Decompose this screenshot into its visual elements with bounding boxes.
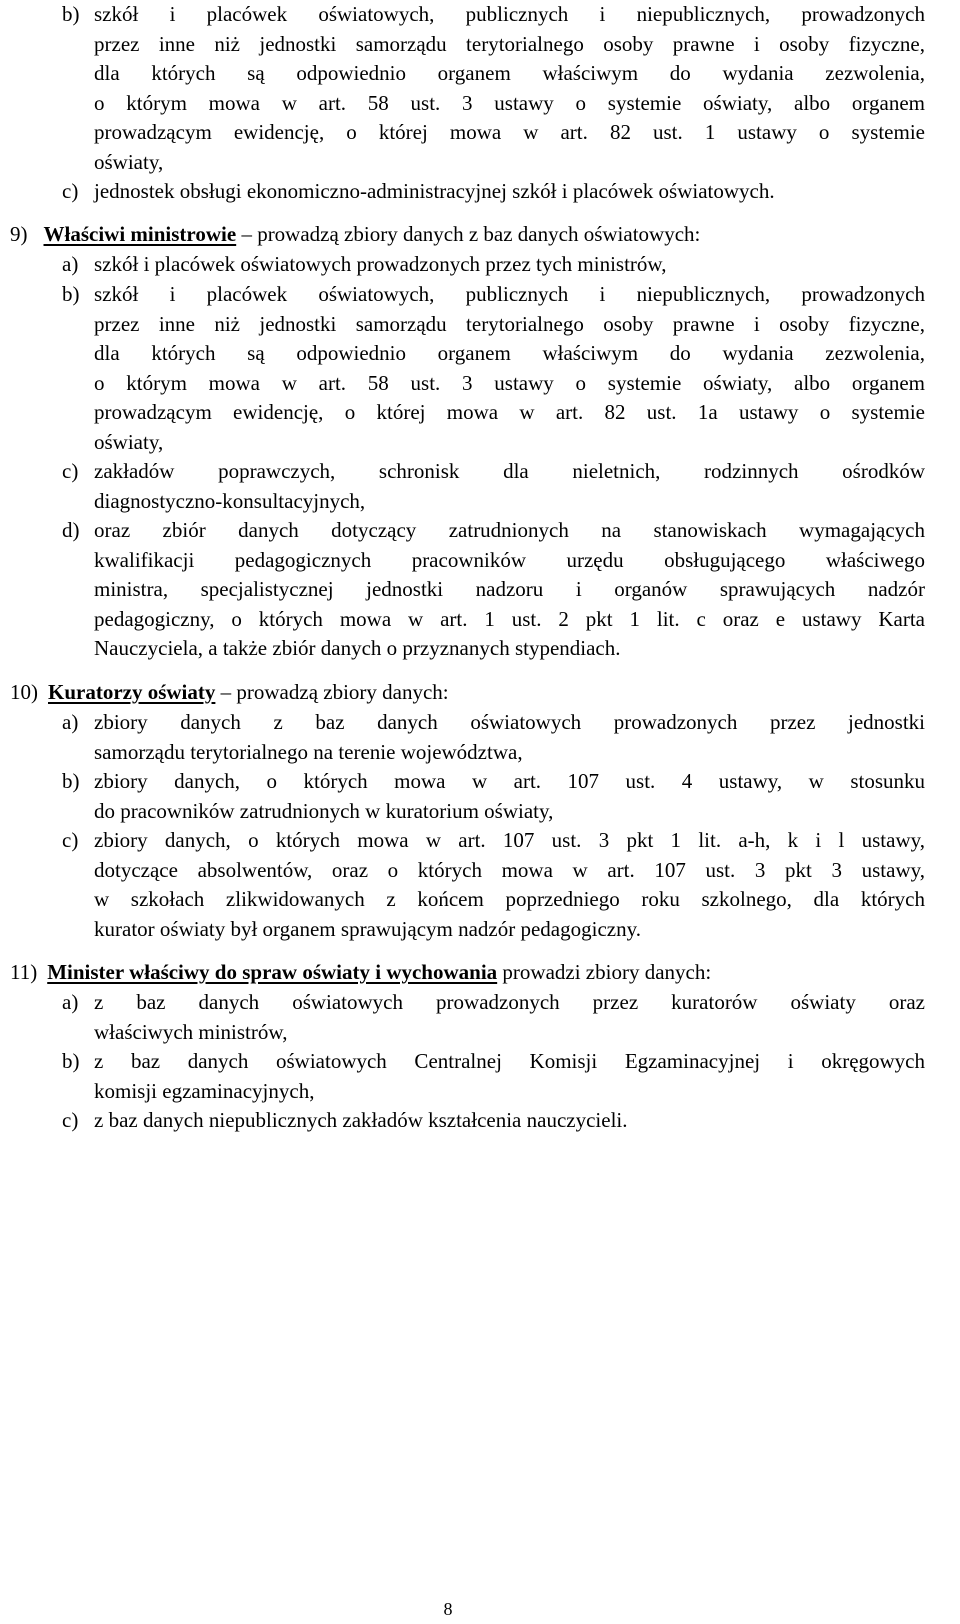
text-line: szkół i placówek oświatowych, publicznych i niepublicznych, prowadzonych bbox=[94, 282, 925, 306]
text-line: dla których są odpowiednio organem właściwym do wydania zezwolenia, bbox=[94, 341, 925, 365]
text-line: diagnostyczno-konsultacyjnych, bbox=[94, 488, 366, 513]
section-title: Minister właściwy do spraw oświaty i wychowania bbox=[47, 960, 498, 984]
text-line: dla których są odpowiednio organem właściwym do wydania zezwolenia, bbox=[94, 61, 925, 85]
item-label: b) bbox=[62, 769, 80, 793]
section-title: Kuratorzy oświaty bbox=[48, 680, 216, 704]
text-line: szkół i placówek oświatowych, publicznych i niepublicznych, prowadzonych bbox=[94, 2, 925, 26]
item-label: c) bbox=[62, 1108, 79, 1132]
text-line: Nauczyciela, a także zbiór danych o przyznanych stypendiach. bbox=[94, 636, 621, 660]
text-line: pedagogiczny, o których mowa w art. 1 ust. 2 pkt 1 lit. c oraz e ustawy Karta bbox=[94, 606, 925, 631]
item-label: c) bbox=[62, 179, 79, 203]
text-line: kurator oświaty był organem sprawującym nadzór pedagogiczny. bbox=[94, 916, 641, 941]
section-intro: – prowadzą zbiory danych z baz danych oświatowych: bbox=[236, 222, 701, 246]
text-line: jednostek obsługi ekonomiczno-administracyjnej szkół i placówek oświatowych. bbox=[94, 179, 775, 203]
text-line: przez inne niż jednostki samorządu terytorialnego osoby prawne i osoby fizyczne, bbox=[94, 31, 925, 56]
text-line: kwalifikacji pedagogicznych pracowników urzędu obsługującego właściwego bbox=[94, 547, 925, 572]
text-line: właściwych ministrów, bbox=[94, 1019, 288, 1044]
item-label: c) bbox=[62, 459, 79, 483]
section-number: 9) bbox=[10, 222, 28, 246]
section-number: 10) bbox=[10, 680, 38, 704]
text-line: zbiory danych z baz danych oświatowych prowadzonych przez jednostki bbox=[94, 710, 925, 734]
section-intro: prowadzi zbiory danych: bbox=[497, 960, 712, 984]
section-title: Właściwi ministrowie bbox=[43, 222, 237, 246]
text-line: zakładów poprawczych, schronisk dla nieletnich, rodzinnych ośrodków bbox=[94, 459, 925, 483]
section-9-heading bbox=[10, 220, 700, 250]
text-line: prowadzącym ewidencję, o której mowa w art. 82 ust. 1a ustawy o systemie bbox=[94, 400, 925, 424]
item-label: d) bbox=[62, 518, 80, 542]
text-line: komisji egzaminacyjnych, bbox=[94, 1078, 315, 1103]
text-line: zbiory danych, o których mowa w art. 107 ust. 3 pkt 1 lit. a-h, k i l ustawy, bbox=[94, 828, 925, 852]
item-label: a) bbox=[62, 252, 79, 276]
page-number: 8 bbox=[443, 1599, 453, 1619]
item-label: a) bbox=[62, 710, 79, 734]
text-line: z baz danych niepublicznych zakładów kształcenia nauczycieli. bbox=[94, 1108, 628, 1132]
section-intro: – prowadzą zbiory danych: bbox=[215, 680, 449, 704]
text-line: z baz danych oświatowych prowadzonych przez kuratorów oświaty oraz bbox=[94, 990, 925, 1014]
text-line: oświaty, bbox=[94, 429, 164, 454]
text-line: oraz zbiór danych dotyczący zatrudnionych na stanowiskach wymagających bbox=[94, 518, 925, 542]
text-line: oświaty, bbox=[94, 149, 164, 174]
text-line: dotyczące absolwentów, oraz o których mowa w art. 107 ust. 3 pkt 3 ustawy, bbox=[94, 857, 925, 882]
item-label: b) bbox=[62, 2, 80, 26]
section-number: 11) bbox=[10, 960, 38, 984]
text-line: do pracowników zatrudnionych w kuratorium oświaty, bbox=[94, 798, 554, 823]
item-label: a) bbox=[62, 990, 79, 1014]
text-line: o którym mowa w art. 58 ust. 3 ustawy o systemie oświaty, albo organem bbox=[94, 370, 925, 395]
text-line: szkół i placówek oświatowych prowadzonych przez tych ministrów, bbox=[94, 252, 667, 276]
item-label: c) bbox=[62, 828, 79, 852]
section-11-heading bbox=[10, 958, 711, 988]
text-line: zbiory danych, o których mowa w art. 107 ust. 4 ustawy, w stosunku bbox=[94, 769, 925, 793]
item-label: b) bbox=[62, 1049, 80, 1073]
text-line: ministra, specjalistycznej jednostki nadzoru i organów sprawujących nadzór bbox=[94, 577, 925, 601]
text-line: o którym mowa w art. 58 ust. 3 ustawy o systemie oświaty, albo organem bbox=[94, 90, 925, 115]
text-line: z baz danych oświatowych Centralnej Komisji Egzaminacyjnej i okręgowych bbox=[94, 1049, 925, 1073]
text-line: prowadzącym ewidencję, o której mowa w art. 82 ust. 1 ustawy o systemie bbox=[94, 120, 925, 144]
item-label: b) bbox=[62, 282, 80, 306]
section-10-heading bbox=[10, 678, 449, 708]
text-line: w szkołach zlikwidowanych z końcem poprzedniego roku szkolnego, dla których bbox=[94, 887, 925, 911]
text-line: samorządu terytorialnego na terenie województwa, bbox=[94, 739, 523, 764]
text-line: przez inne niż jednostki samorządu terytorialnego osoby prawne i osoby fizyczne, bbox=[94, 311, 925, 336]
